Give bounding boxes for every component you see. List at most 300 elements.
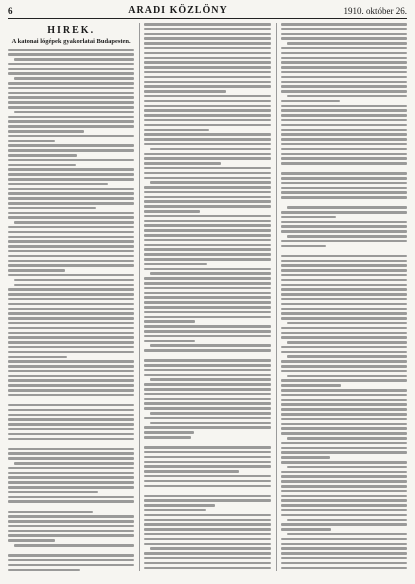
text-line	[281, 461, 407, 464]
text-line	[144, 475, 270, 478]
text-line	[281, 221, 407, 224]
text-line	[144, 533, 270, 536]
text-line	[281, 557, 407, 560]
text-line	[144, 364, 270, 367]
text-line	[8, 448, 134, 451]
text-line	[281, 308, 407, 311]
text-line	[144, 95, 270, 98]
text-line	[8, 375, 134, 378]
text-line	[281, 547, 407, 550]
text-line	[8, 125, 134, 128]
text-line	[150, 547, 270, 550]
text-line	[144, 514, 270, 517]
text-line	[281, 225, 407, 228]
text-line	[144, 229, 270, 232]
text-line	[144, 23, 270, 26]
text-line	[287, 375, 407, 378]
text-line	[8, 332, 134, 335]
text-line	[8, 452, 134, 455]
text-line	[281, 442, 407, 445]
text-line	[281, 109, 407, 112]
text-line	[144, 296, 270, 299]
text-line	[281, 105, 407, 108]
text-line	[281, 157, 407, 160]
text-line	[281, 216, 337, 219]
text-line	[144, 393, 270, 396]
text-line	[281, 351, 407, 354]
text-line	[144, 200, 270, 203]
text-line	[8, 49, 134, 52]
text-line	[8, 530, 134, 533]
text-line	[144, 402, 270, 405]
text-line	[8, 308, 134, 311]
text-line	[8, 245, 134, 248]
text-line	[281, 269, 407, 272]
text-line	[8, 428, 134, 431]
text-line	[281, 288, 407, 291]
column-text	[144, 23, 270, 571]
text-line	[281, 413, 407, 416]
text-line	[281, 129, 407, 132]
text-line	[8, 92, 134, 95]
text-line	[14, 284, 134, 287]
text-line	[281, 394, 407, 397]
text-line	[8, 212, 134, 215]
text-line	[144, 47, 270, 50]
text-line	[281, 172, 407, 175]
text-line	[144, 330, 270, 333]
text-line	[144, 205, 270, 208]
text-line	[281, 85, 407, 88]
text-line	[150, 422, 270, 425]
text-line	[8, 404, 134, 407]
text-line	[8, 154, 77, 157]
text-line	[144, 100, 270, 103]
text-line	[144, 71, 270, 74]
text-line	[8, 341, 134, 344]
text-line	[144, 224, 270, 227]
text-line	[281, 28, 407, 31]
text-line	[144, 359, 270, 362]
text-line	[144, 196, 270, 199]
text-line	[144, 417, 270, 420]
text-line	[8, 520, 134, 523]
text-line	[144, 325, 270, 328]
text-line	[281, 303, 407, 306]
text-line	[287, 437, 407, 440]
text-line	[8, 505, 134, 508]
text-line	[150, 344, 270, 347]
text-line	[8, 63, 134, 66]
text-line	[8, 250, 134, 253]
text-line	[281, 133, 407, 136]
text-line	[281, 119, 407, 122]
text-line	[14, 58, 134, 61]
text-line	[281, 456, 330, 459]
text-line	[144, 138, 270, 141]
text-line	[144, 349, 270, 352]
text-line	[8, 472, 134, 475]
text-line	[8, 68, 134, 71]
text-line	[281, 447, 407, 450]
newspaper-title: ARADI KÖZLÖNY	[128, 5, 228, 16]
text-line	[144, 239, 270, 242]
text-line	[144, 311, 270, 314]
text-line	[144, 114, 270, 117]
text-line	[281, 162, 407, 165]
text-line	[281, 336, 407, 339]
text-line	[281, 451, 407, 454]
text-line	[8, 525, 134, 528]
text-line	[144, 81, 270, 84]
text-line	[144, 287, 270, 290]
text-line	[281, 490, 407, 493]
text-line	[281, 423, 407, 426]
article-headline: A katonai lógépek gyakorlatai Budapesten.	[11, 38, 131, 45]
text-line	[281, 47, 407, 50]
text-line	[281, 562, 407, 565]
text-line	[144, 354, 270, 357]
text-line	[8, 106, 134, 109]
text-line	[281, 499, 407, 502]
text-line	[287, 519, 407, 522]
text-line	[144, 495, 270, 498]
text-line	[281, 182, 407, 185]
text-line	[281, 255, 407, 258]
text-line	[281, 298, 407, 301]
text-line	[14, 111, 134, 114]
text-line	[144, 268, 270, 271]
text-line	[144, 28, 270, 31]
text-line	[287, 95, 407, 98]
column-text	[8, 49, 134, 572]
text-line	[144, 234, 270, 237]
text-line	[281, 81, 407, 84]
text-line	[8, 240, 134, 243]
text-line	[144, 186, 270, 189]
text-line	[144, 157, 270, 160]
text-line	[281, 33, 407, 36]
text-line	[144, 528, 270, 531]
text-line	[281, 52, 407, 55]
text-line	[144, 456, 270, 459]
text-line	[281, 346, 407, 349]
text-line	[281, 504, 407, 507]
text-line	[144, 244, 270, 247]
text-line	[281, 61, 407, 64]
text-line	[281, 485, 407, 488]
text-line	[144, 562, 270, 565]
text-line	[8, 202, 134, 205]
text-line	[8, 274, 134, 277]
text-line	[281, 471, 407, 474]
text-line	[144, 446, 270, 449]
text-line	[144, 436, 191, 439]
text-line	[144, 383, 270, 386]
text-line	[287, 322, 407, 325]
text-line	[144, 431, 193, 434]
text-line	[8, 264, 134, 267]
text-line	[8, 515, 134, 518]
text-line	[144, 66, 270, 69]
text-line	[144, 451, 270, 454]
text-line	[144, 263, 207, 266]
text-line	[8, 370, 134, 373]
text-line	[281, 274, 407, 277]
text-line	[8, 433, 134, 436]
text-line	[8, 423, 134, 426]
text-line	[281, 196, 407, 199]
text-line	[144, 398, 270, 401]
text-line	[8, 298, 134, 301]
text-line	[144, 388, 270, 391]
text-line	[8, 365, 134, 368]
text-line	[281, 360, 407, 363]
text-line	[281, 552, 407, 555]
text-line	[144, 557, 270, 560]
text-line	[8, 236, 134, 239]
columns	[8, 23, 407, 571]
text-line	[281, 317, 407, 320]
text-line	[281, 143, 407, 146]
text-line	[8, 496, 134, 499]
text-line	[8, 486, 134, 489]
text-line	[281, 23, 407, 26]
text-line	[144, 215, 270, 218]
text-line	[8, 53, 134, 56]
text-line	[144, 369, 270, 372]
text-line	[144, 124, 270, 127]
text-line	[281, 57, 407, 60]
text-line	[8, 144, 134, 147]
text-line	[8, 159, 134, 162]
text-line	[144, 37, 270, 40]
text-line	[281, 71, 407, 74]
text-line	[144, 172, 270, 175]
text-line	[287, 206, 407, 209]
text-line	[281, 365, 407, 368]
text-line	[8, 351, 134, 354]
text-line	[8, 183, 108, 186]
text-line	[144, 489, 270, 492]
text-line	[281, 418, 407, 421]
text-line	[8, 288, 134, 291]
text-line	[281, 249, 407, 252]
text-line	[8, 534, 134, 537]
text-line	[144, 33, 270, 36]
text-line	[144, 61, 270, 64]
text-line	[144, 191, 270, 194]
text-line	[144, 42, 270, 45]
text-line	[281, 514, 407, 517]
text-line	[281, 37, 407, 40]
text-line	[281, 523, 407, 526]
text-line	[8, 116, 134, 119]
text-line	[281, 191, 407, 194]
column-1	[8, 23, 134, 571]
text-line	[281, 90, 407, 93]
text-line	[281, 124, 407, 127]
text-line	[144, 292, 270, 295]
text-line	[281, 332, 407, 335]
text-line	[144, 153, 270, 156]
text-line	[281, 211, 407, 214]
text-line	[8, 260, 134, 263]
text-line	[8, 192, 134, 195]
text-line	[8, 467, 134, 470]
text-line	[281, 138, 407, 141]
text-line	[281, 399, 407, 402]
section-title: HIREK.	[47, 25, 96, 36]
text-line	[8, 356, 67, 359]
text-line	[8, 438, 134, 441]
text-line	[144, 504, 215, 507]
text-line	[8, 569, 80, 571]
text-line	[144, 57, 270, 60]
text-line	[14, 279, 134, 282]
text-line	[8, 178, 134, 181]
text-line	[281, 293, 407, 296]
text-line	[144, 220, 270, 223]
text-line	[8, 500, 134, 503]
text-line	[144, 90, 226, 93]
text-line	[281, 284, 407, 287]
text-line	[144, 52, 270, 55]
text-line	[14, 77, 134, 80]
text-line	[281, 114, 407, 117]
text-line	[287, 355, 407, 358]
text-line	[8, 226, 134, 229]
text-line	[144, 162, 221, 165]
text-line	[8, 197, 134, 200]
text-line	[8, 312, 134, 315]
text-line	[144, 105, 270, 108]
text-line	[281, 370, 407, 373]
text-line	[281, 567, 407, 570]
text-line	[287, 42, 407, 45]
text-line	[281, 260, 407, 263]
text-line	[8, 346, 134, 349]
text-line	[281, 76, 407, 79]
text-line	[8, 130, 84, 133]
text-line	[144, 461, 270, 464]
text-line	[281, 66, 407, 69]
text-line	[281, 167, 407, 170]
text-line	[8, 149, 134, 152]
text-line	[8, 135, 134, 138]
text-line	[8, 255, 134, 258]
text-line	[144, 441, 270, 444]
text-line	[144, 552, 270, 555]
text-line	[8, 188, 134, 191]
text-line	[144, 277, 270, 280]
text-line	[8, 418, 134, 421]
text-line	[144, 374, 270, 377]
text-line	[8, 293, 134, 296]
text-line	[8, 96, 134, 99]
text-line	[8, 564, 134, 567]
text-line	[281, 528, 332, 531]
text-line	[144, 465, 270, 468]
text-line	[144, 509, 206, 512]
text-line	[287, 466, 407, 469]
text-line	[8, 269, 65, 272]
text-line	[144, 316, 270, 319]
text-line	[8, 549, 134, 552]
text-line	[8, 414, 134, 417]
text-line	[144, 306, 270, 309]
text-line	[281, 379, 407, 382]
text-line	[281, 153, 407, 156]
text-line	[144, 407, 270, 410]
text-line	[8, 303, 134, 306]
text-line	[14, 462, 134, 465]
text-line	[8, 554, 134, 557]
text-line	[8, 120, 134, 123]
text-line	[281, 279, 407, 282]
text-line	[14, 544, 134, 547]
text-line	[144, 335, 270, 338]
text-line	[8, 317, 134, 320]
text-line	[150, 412, 270, 415]
text-line	[281, 538, 407, 541]
text-line	[281, 427, 407, 430]
text-line	[281, 403, 407, 406]
text-line	[281, 480, 407, 483]
text-line	[8, 389, 134, 392]
text-line	[287, 341, 407, 344]
text-line	[150, 378, 270, 381]
text-line	[281, 327, 407, 330]
text-line	[8, 559, 134, 562]
text-line	[144, 119, 270, 122]
text-line	[8, 491, 98, 494]
text-line	[150, 272, 270, 275]
text-line	[281, 100, 340, 103]
text-line	[8, 207, 96, 210]
column-2	[139, 23, 270, 571]
text-line	[281, 312, 407, 315]
text-line	[8, 481, 134, 484]
text-line	[281, 432, 407, 435]
text-line	[8, 231, 134, 234]
text-line	[281, 201, 407, 204]
text-line	[8, 322, 134, 325]
masthead	[8, 6, 407, 19]
text-line	[144, 301, 270, 304]
text-line	[150, 148, 270, 151]
text-line	[8, 164, 76, 167]
column-3	[276, 23, 407, 571]
text-line	[8, 539, 55, 542]
text-line	[281, 475, 407, 478]
text-line	[144, 519, 270, 522]
text-line	[8, 82, 134, 85]
text-line	[8, 87, 134, 90]
text-line	[144, 538, 270, 541]
text-line	[8, 327, 134, 330]
text-line	[8, 101, 134, 104]
text-line	[8, 168, 134, 171]
text-line	[144, 109, 270, 112]
text-line	[144, 543, 270, 546]
text-line	[144, 320, 195, 323]
text-line	[8, 72, 134, 75]
text-line	[8, 442, 134, 445]
text-line	[281, 245, 326, 248]
text-line	[8, 476, 134, 479]
text-line	[8, 384, 134, 387]
